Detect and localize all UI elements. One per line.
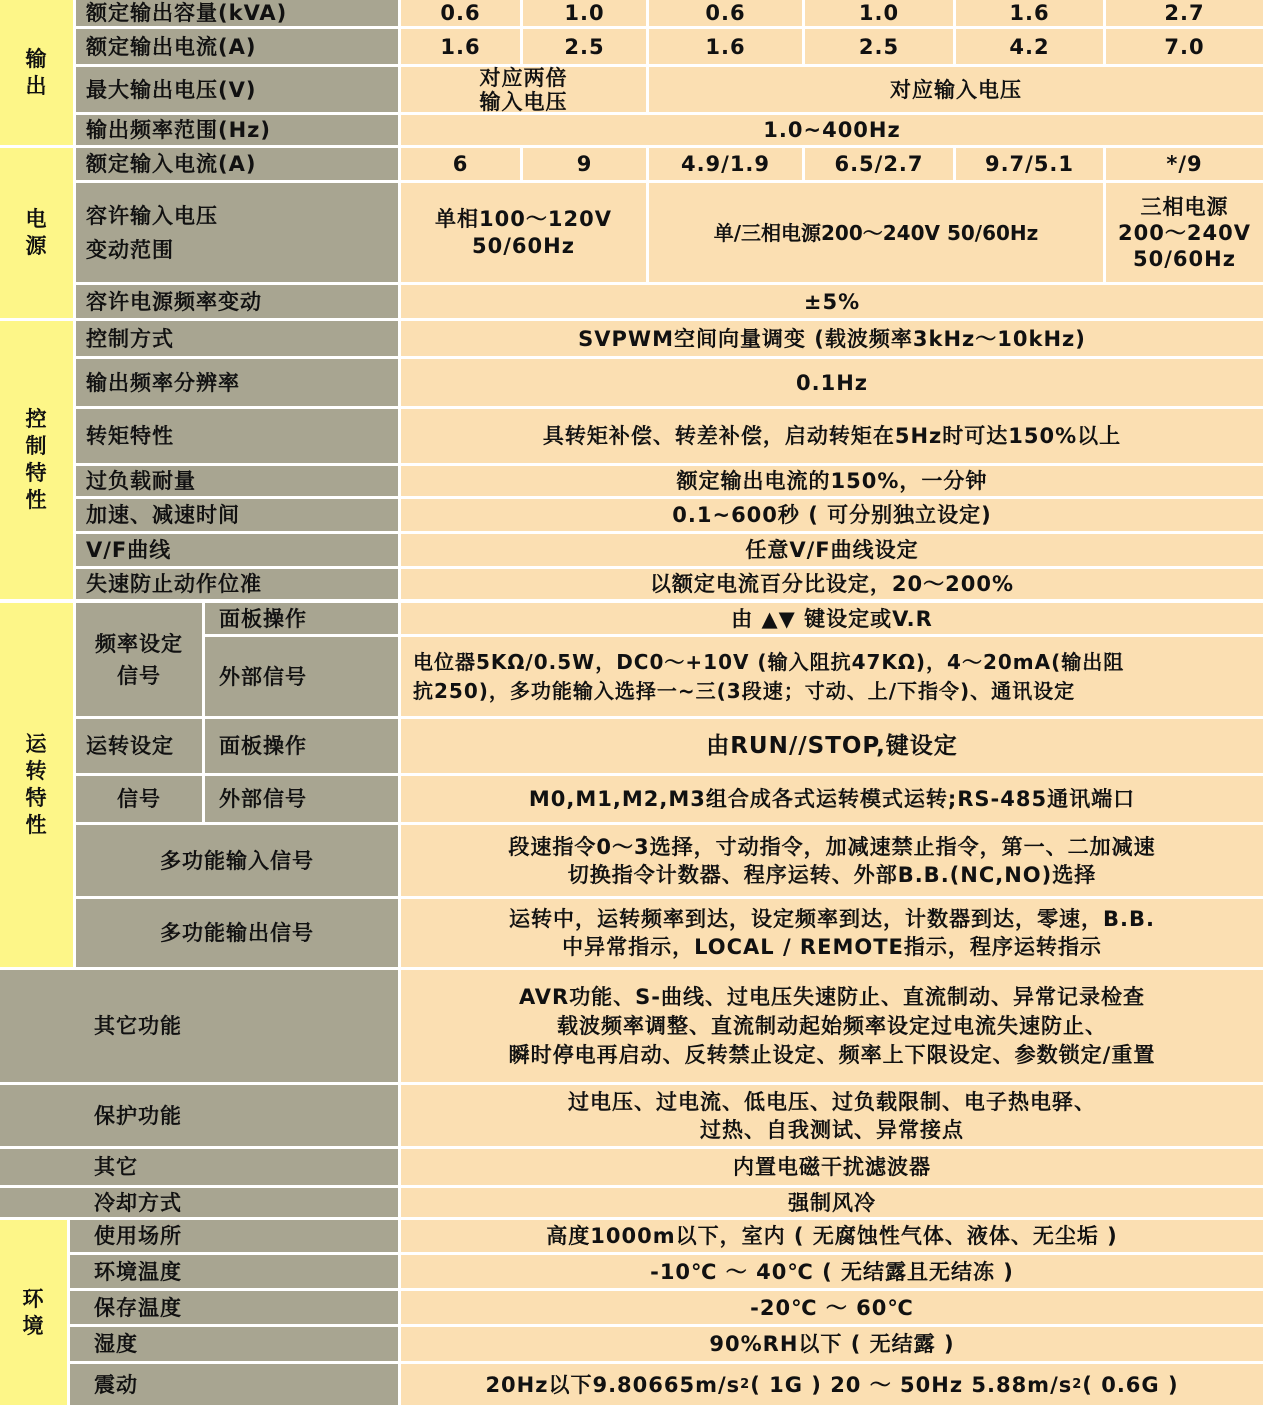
row-label-rated-capacity: 额定输出容量(kVA) [76,0,398,26]
cell-freq-range: 1.0~400Hz [401,115,1263,145]
cell-freq-panel: 由 ▲▼ 键设定或V.R [401,603,1263,634]
row-label-other-functions: 其它功能 [0,970,398,1082]
cell-capacity-2: 1.0 [523,0,646,26]
section-power-label: 电源 [25,207,48,258]
cell-protection: 过电压、过电流、低电压、过负载限制、电子热电驿、 过热、自我测试、异常接点 [401,1085,1263,1146]
row-label-multi-output: 多功能输出信号 [76,899,398,967]
cell-location: 高度1000m以下，室内 ( 无腐蚀性气体、液体、无尘垢 ) [401,1220,1263,1252]
row-label-freq-variation: 容许电源频率变动 [76,285,398,318]
cell-input-current-6: */9 [1106,148,1263,180]
row-label-max-voltage: 最大输出电压(V) [76,67,398,112]
row-label-rated-current: 额定输出电流(A) [76,29,398,64]
cell-capacity-3: 0.6 [649,0,802,26]
cell-input-current-2: 9 [523,148,646,180]
cell-humidity: 90%RH以下 ( 无结露 ) [401,1327,1263,1361]
row-label-multi-input: 多功能输入信号 [76,825,398,896]
cell-freq-resolution: 0.1Hz [401,359,1263,406]
sub-label-run-panel: 面板操作 [205,719,398,773]
row-label-overload: 过负载耐量 [76,466,398,496]
row-label-stall: 失速防止动作位准 [76,569,398,599]
row-label-input-current: 额定输入电流(A) [76,148,398,180]
cell-other-functions: AVR功能、S-曲线、过电压失速防止、直流制动、异常记录检查 载波频率调整、直流制动起始频率设定过电流失速防止、 瞬时停电再启动、反转禁止设定、频率上下限设定、参数锁定/重置 [401,970,1263,1082]
section-operation-label: 运转特性 [25,732,48,837]
cell-ambient-temp: -10℃ ～ 40℃ ( 无结露且无结冻 ) [401,1255,1263,1288]
section-environment [0,1220,67,1405]
cell-freq-external: 电位器5KΩ/0.5W，DC0～+10V (输入阻抗47KΩ)，4～20mA(输出阻 抗250)，多功能输入选择一~三(3段速；寸动、上/下指令)、通讯设定 [401,637,1263,716]
row-label-vf-curve: V/F曲线 [76,534,398,566]
cell-torque: 具转矩补偿、转差补偿，启动转矩在5Hz时可达150%以上 [401,409,1263,463]
cell-vf-curve: 任意V/F曲线设定 [401,534,1263,566]
row-label-storage-temp: 保存温度 [70,1291,398,1324]
cell-accel: 0.1~600秒 ( 可分别独立设定) [401,499,1263,531]
row-label-run-setting-bottom: 信号 [76,776,202,822]
cell-cooling: 强制风冷 [401,1188,1263,1217]
cell-current-5: 4.2 [956,29,1103,64]
row-label-freq-resolution: 输出频率分辨率 [76,359,398,406]
section-output [0,0,73,145]
cell-other: 内置电磁干扰滤波器 [401,1149,1263,1185]
cell-input-current-5: 9.7/5.1 [956,148,1103,180]
section-environment-label: 环境 [22,1286,45,1338]
section-power [0,148,73,318]
vibration-part1: 20Hz以下9.80665m/s [485,1372,741,1397]
row-label-run-setting-top: 运转设定 [76,719,202,773]
cell-multi-input: 段速指令0～3选择，寸动指令，加减速禁止指令，第一、二加减速 切换指令计数器、程序运转、外部B.B.(NC,NO)选择 [401,825,1263,896]
row-label-cooling: 冷却方式 [0,1188,398,1217]
cell-voltage-range-c: 三相电源 200～240V 50/60Hz [1106,183,1263,282]
cell-storage-temp: -20℃ ～ 60℃ [401,1291,1263,1324]
cell-current-6: 7.0 [1106,29,1263,64]
vibration-part2: ( 1G ) 20 ～ 50Hz 5.88m/s [750,1372,1073,1397]
row-label-vibration: 震动 [70,1364,398,1405]
cell-capacity-5: 1.6 [956,0,1103,26]
cell-current-4: 2.5 [805,29,953,64]
cell-voltage-range-b: 单/三相电源200～240V 50/60Hz [649,183,1103,282]
cell-voltage-range-a: 单相100～120V 50/60Hz [401,183,646,282]
row-label-ambient-temp: 环境温度 [70,1255,398,1288]
section-output-label: 输出 [25,46,48,98]
vibration-part3: ( 0.6G ) [1082,1372,1179,1397]
cell-stall: 以额定电流百分比设定，20～200% [401,569,1263,599]
section-control-label: 控制特性 [25,407,48,512]
cell-current-1: 1.6 [401,29,520,64]
cell-capacity-6: 2.7 [1106,0,1263,26]
sub-label-freq-panel: 面板操作 [205,603,398,634]
cell-max-voltage-single: 对应两倍 输入电压 [401,67,646,112]
cell-current-2: 2.5 [523,29,646,64]
cell-overload: 额定输出电流的150%，一分钟 [401,466,1263,496]
cell-input-current-3: 4.9/1.9 [649,148,802,180]
sub-label-run-external: 外部信号 [205,776,398,822]
section-operation [0,603,73,967]
row-label-control-mode: 控制方式 [76,321,398,356]
row-label-protection: 保护功能 [0,1085,398,1146]
section-control [0,321,73,599]
cell-multi-output: 运转中，运转频率到达，设定频率到达，计数器到达，零速，B.B. 中异常指示，LOCAL / REMOTE指示，程序运转指示 [401,899,1263,967]
row-label-freq-setting: 频率设定 信号 [76,603,202,716]
cell-capacity-4: 1.0 [805,0,953,26]
cell-run-panel: 由RUN//STOP,键设定 [401,719,1263,773]
cell-input-current-4: 6.5/2.7 [805,148,953,180]
cell-current-3: 1.6 [649,29,802,64]
row-label-voltage-range: 容许输入电压 变动范围 [76,183,398,282]
cell-run-external: M0,M1,M2,M3组合成各式运转模式运转;RS-485通讯端口 [401,776,1263,822]
sub-label-freq-external: 外部信号 [205,637,398,716]
cell-control-mode: SVPWM空间向量调变 (载波频率3kHz～10kHz) [401,321,1263,356]
cell-input-current-1: 6 [401,148,520,180]
cell-freq-variation: ±5% [401,285,1263,318]
row-label-torque: 转矩特性 [76,409,398,463]
row-label-other: 其它 [0,1149,398,1185]
cell-capacity-1: 0.6 [401,0,520,26]
cell-vibration: 20Hz以下9.80665m/s 2 ( 1G ) 20 ～ 50Hz 5.88m/s 2 ( 0.6G ) [401,1364,1263,1405]
cell-max-voltage-other: 对应输入电压 [649,67,1263,112]
row-label-freq-range: 输出频率范围(Hz) [76,115,398,145]
row-label-location: 使用场所 [70,1220,398,1252]
row-label-accel: 加速、减速时间 [76,499,398,531]
row-label-humidity: 湿度 [70,1327,398,1361]
